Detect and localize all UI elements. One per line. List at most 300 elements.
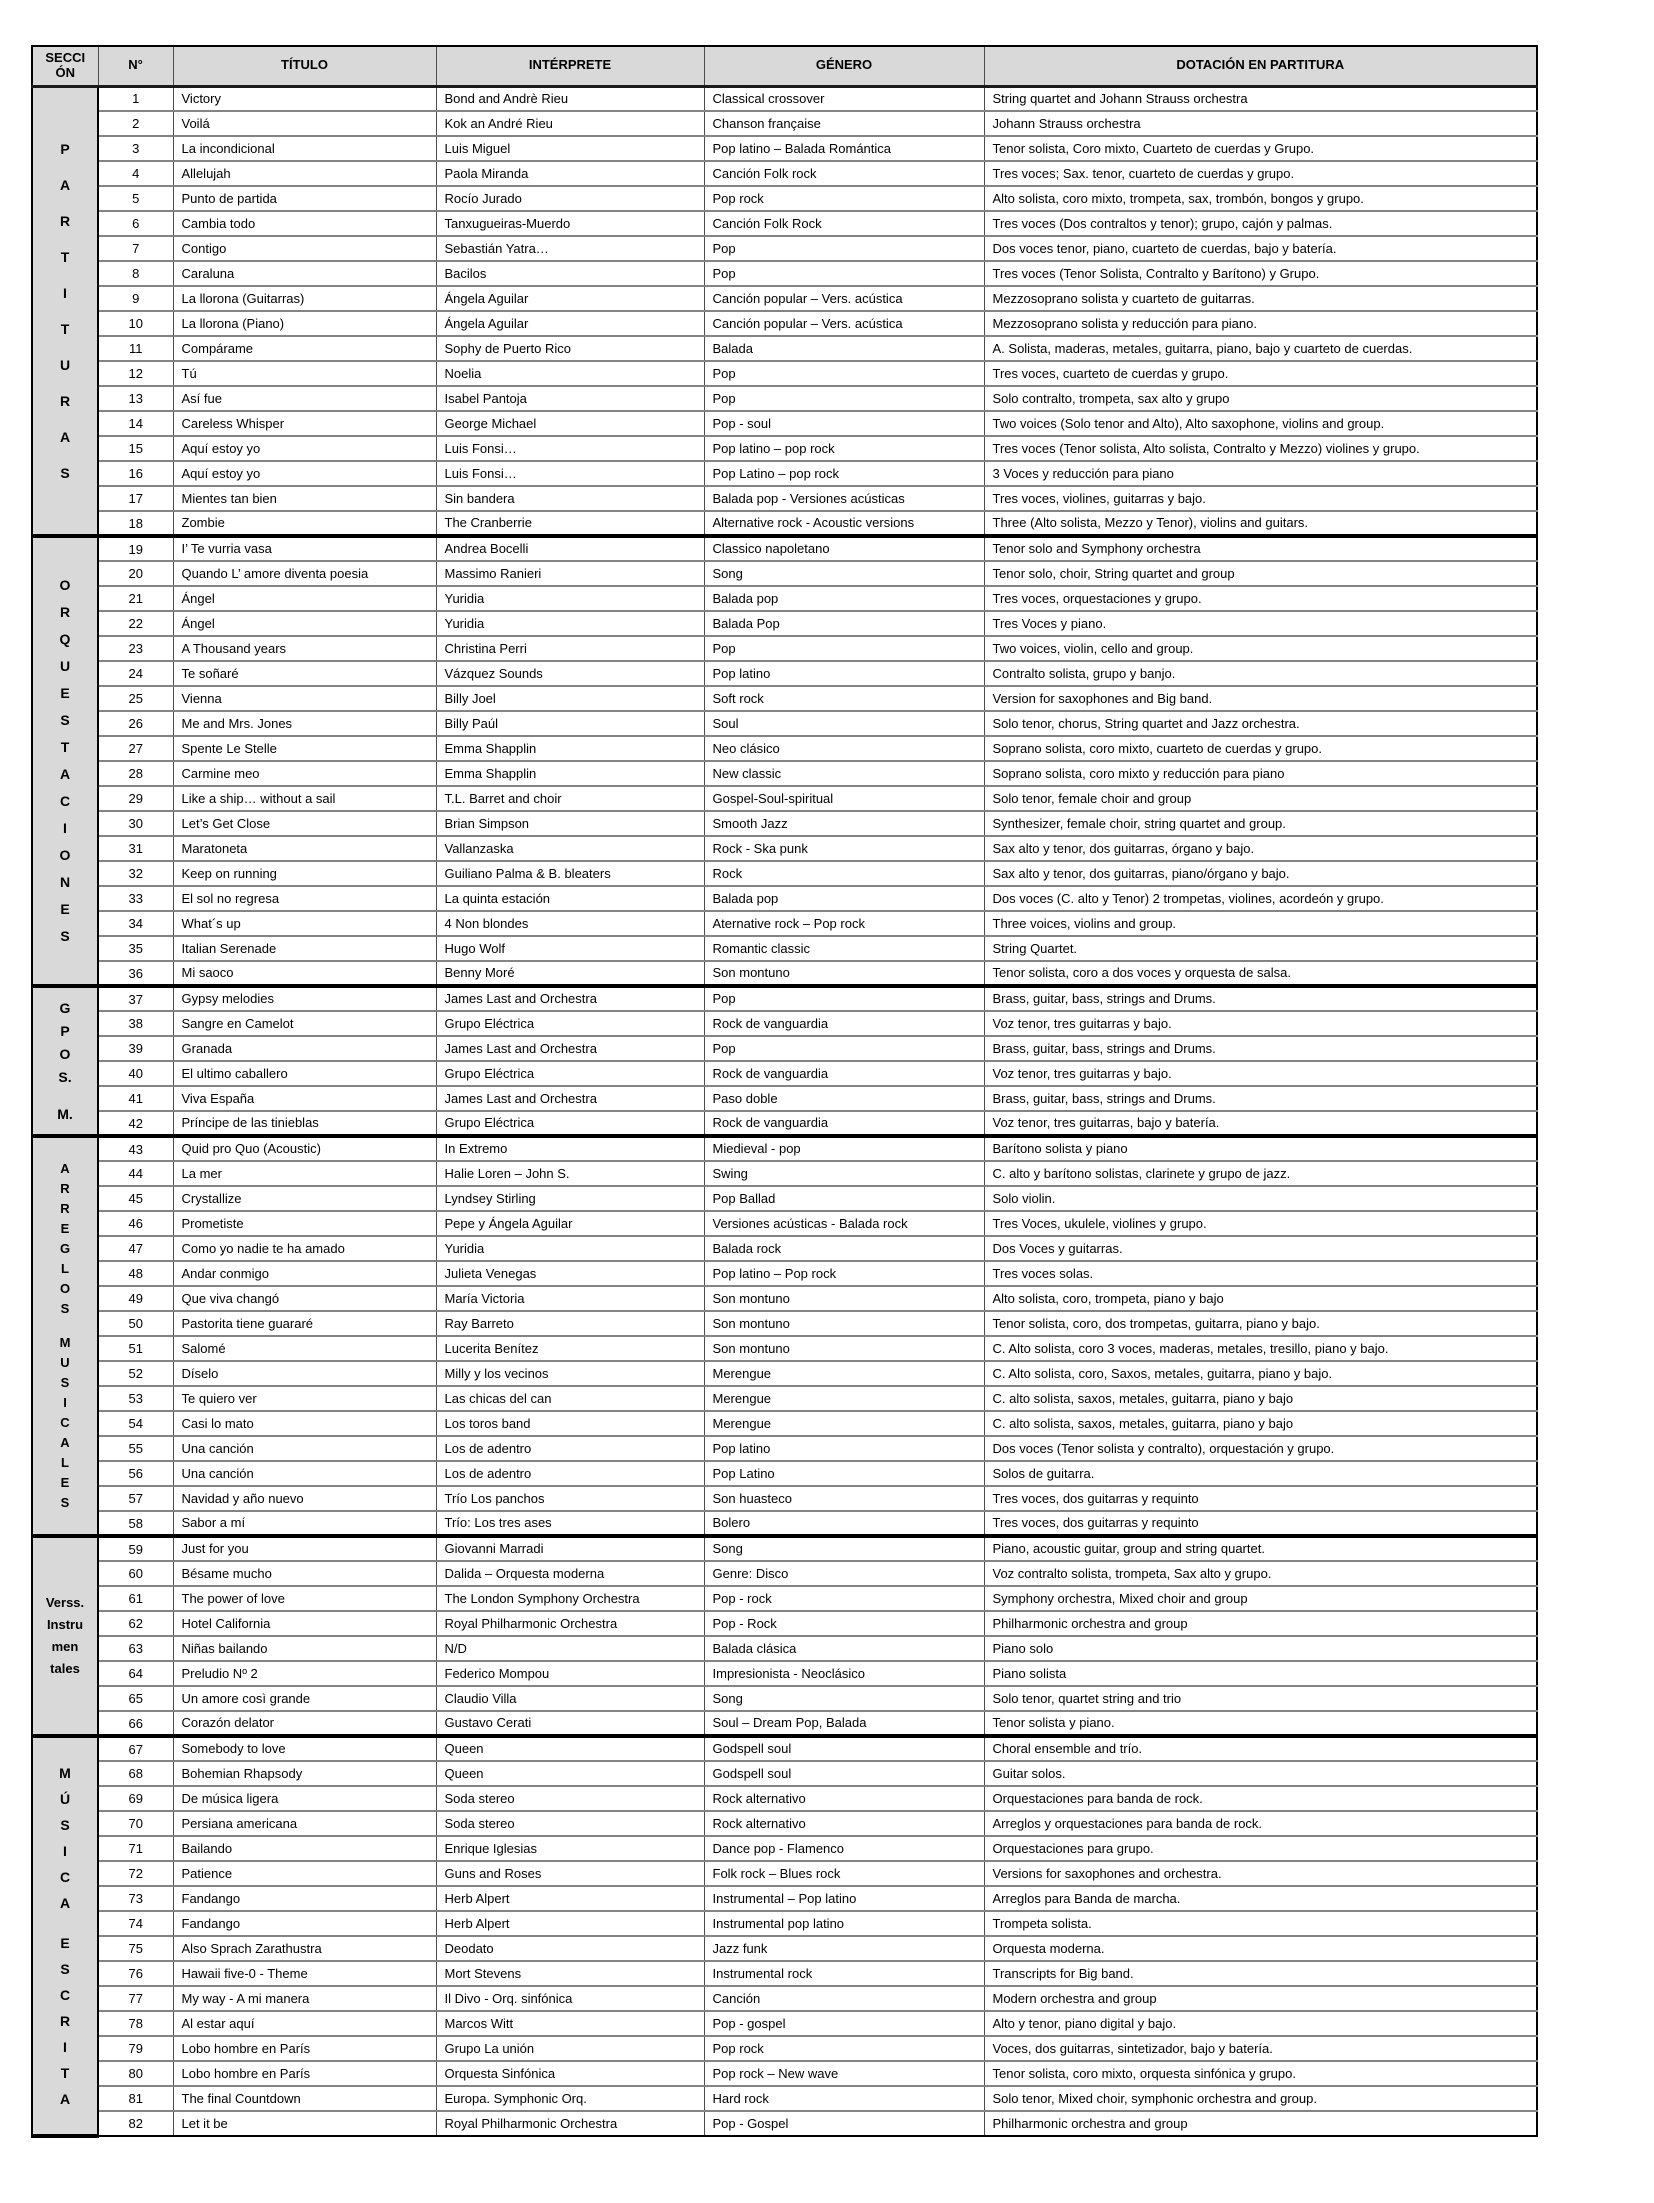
cell-dotacion: Dos voces tenor, piano, cuarteto de cuerdas, bajo y batería. [984, 236, 1537, 261]
row-number: 58 [98, 1511, 173, 1536]
cell-interprete: Queen [436, 1761, 704, 1786]
cell-interprete: Las chicas del can [436, 1386, 704, 1411]
row-number: 9 [98, 286, 173, 311]
cell-titulo: Granada [173, 1036, 436, 1061]
cell-dotacion: Three voices, violins and group. [984, 911, 1537, 936]
cell-titulo: La llorona (Piano) [173, 311, 436, 336]
cell-interprete: George Michael [436, 411, 704, 436]
cell-genero: Instrumental – Pop latino [704, 1886, 984, 1911]
cell-titulo: Salomé [173, 1336, 436, 1361]
cell-interprete: Vallanzaska [436, 836, 704, 861]
table-row [32, 561, 1537, 586]
row-number: 7 [98, 236, 173, 261]
header-dotacion: DOTACIÓN EN PARTITURA [984, 46, 1537, 86]
table-row [32, 1386, 1537, 1411]
row-number: 76 [98, 1961, 173, 1986]
table-row [32, 2036, 1537, 2061]
row-number: 10 [98, 311, 173, 336]
table-row [32, 1711, 1537, 1736]
cell-genero: Genre: Disco [704, 1561, 984, 1586]
cell-titulo: Niñas bailando [173, 1636, 436, 1661]
cell-dotacion: Tenor solo, choir, String quartet and group [984, 561, 1537, 586]
header-seccion-line2: ÓN [55, 64, 75, 80]
cell-genero: Jazz funk [704, 1936, 984, 1961]
row-number: 82 [98, 2111, 173, 2136]
cell-titulo: Zombie [173, 511, 436, 536]
row-number: 22 [98, 611, 173, 636]
cell-dotacion: C. alto solista, saxos, metales, guitarra, piano y bajo [984, 1411, 1537, 1436]
table-row [32, 1286, 1537, 1311]
table-row [32, 1611, 1537, 1636]
cell-dotacion: Sax alto y tenor, dos guitarras, piano/órgano y bajo. [984, 861, 1537, 886]
cell-genero: Instrumental rock [704, 1961, 984, 1986]
cell-titulo: Patience [173, 1861, 436, 1886]
row-number: 32 [98, 861, 173, 886]
cell-interprete: La quinta estación [436, 886, 704, 911]
cell-titulo: Lobo hombre en París [173, 2036, 436, 2061]
cell-interprete: Christina Perri [436, 636, 704, 661]
cell-genero: Merengue [704, 1386, 984, 1411]
cell-genero: Pop latino [704, 661, 984, 686]
table-row [32, 2061, 1537, 2086]
cell-dotacion: Orquestaciones para banda de rock. [984, 1786, 1537, 1811]
cell-interprete: Grupo La unión [436, 2036, 704, 2061]
table-row [32, 786, 1537, 811]
row-number: 56 [98, 1461, 173, 1486]
row-number: 45 [98, 1186, 173, 1211]
cell-genero: Versiones acústicas - Balada rock [704, 1211, 984, 1236]
cell-genero: Merengue [704, 1361, 984, 1386]
table-row [32, 436, 1537, 461]
cell-titulo: La incondicional [173, 136, 436, 161]
cell-dotacion: Tenor solista, coro, dos trompetas, guitarra, piano y bajo. [984, 1311, 1537, 1336]
row-number: 4 [98, 161, 173, 186]
table-row [32, 1486, 1537, 1511]
row-number: 33 [98, 886, 173, 911]
cell-titulo: Al estar aquí [173, 2011, 436, 2036]
cell-interprete: Bond and Andrè Rieu [436, 86, 704, 111]
table-row [32, 2111, 1537, 2136]
cell-dotacion: Philharmonic orchestra and group [984, 1611, 1537, 1636]
row-number: 19 [98, 536, 173, 561]
cell-genero: Rock de vanguardia [704, 1011, 984, 1036]
cell-interprete: Giovanni Marradi [436, 1536, 704, 1561]
cell-interprete: Guns and Roses [436, 1861, 704, 1886]
header-interprete: INTÉRPRETE [436, 46, 704, 86]
cell-dotacion: Barítono solista y piano [984, 1136, 1537, 1161]
cell-interprete: Bacilos [436, 261, 704, 286]
cell-dotacion: Alto y tenor, piano digital y bajo. [984, 2011, 1537, 2036]
row-number: 61 [98, 1586, 173, 1611]
cell-interprete: Claudio Villa [436, 1686, 704, 1711]
row-number: 20 [98, 561, 173, 586]
table-row [32, 611, 1537, 636]
cell-interprete: Queen [436, 1736, 704, 1761]
cell-dotacion: Dos Voces y guitarras. [984, 1236, 1537, 1261]
cell-dotacion: Dos voces (C. alto y Tenor) 2 trompetas, violines, acordeón y grupo. [984, 886, 1537, 911]
table-row [32, 1186, 1537, 1211]
cell-genero: Son montuno [704, 1311, 984, 1336]
cell-interprete: Los de adentro [436, 1461, 704, 1486]
cell-genero: Pop [704, 986, 984, 1011]
table-row [32, 986, 1537, 1011]
row-number: 44 [98, 1161, 173, 1186]
row-number: 55 [98, 1436, 173, 1461]
table-row [32, 486, 1537, 511]
cell-genero: Aternative rock – Pop rock [704, 911, 984, 936]
row-number: 11 [98, 336, 173, 361]
table-row [32, 636, 1537, 661]
table-row [32, 1161, 1537, 1186]
row-number: 70 [98, 1811, 173, 1836]
section-label-orquestaciones: O R Q U E S T A C I O N E S [32, 536, 98, 986]
cell-dotacion: Orquesta moderna. [984, 1936, 1537, 1961]
cell-titulo: Persiana americana [173, 1811, 436, 1836]
table-row [32, 761, 1537, 786]
row-number: 43 [98, 1136, 173, 1161]
cell-interprete: The London Symphony Orchestra [436, 1586, 704, 1611]
table-row [32, 1236, 1537, 1261]
cell-dotacion: Arreglos para Banda de marcha. [984, 1886, 1537, 1911]
table-row [32, 1411, 1537, 1436]
cell-interprete: Sophy de Puerto Rico [436, 336, 704, 361]
cell-dotacion: Voz tenor, tres guitarras y bajo. [984, 1061, 1537, 1086]
cell-dotacion: Soprano solista, coro mixto, cuarteto de cuerdas y grupo. [984, 736, 1537, 761]
cell-titulo: Quid pro Quo (Acoustic) [173, 1136, 436, 1161]
table-body [32, 86, 1537, 2136]
row-number: 16 [98, 461, 173, 486]
row-number: 5 [98, 186, 173, 211]
cell-genero: Rock alternativo [704, 1811, 984, 1836]
table-row [32, 1861, 1537, 1886]
cell-dotacion: Two voices, violin, cello and group. [984, 636, 1537, 661]
cell-interprete: Gustavo Cerati [436, 1711, 704, 1736]
cell-dotacion: Tres voces (Dos contraltos y tenor); grupo, cajón y palmas. [984, 211, 1537, 236]
cell-genero: Balada rock [704, 1236, 984, 1261]
cell-titulo: Sabor a mí [173, 1511, 436, 1536]
table-row [32, 811, 1537, 836]
cell-titulo: Cambia todo [173, 211, 436, 236]
cell-dotacion: Philharmonic orchestra and group [984, 2111, 1537, 2136]
cell-genero: Canción [704, 1986, 984, 2011]
cell-titulo: Tú [173, 361, 436, 386]
cell-titulo: What´s up [173, 911, 436, 936]
cell-dotacion: Tenor solista, coro mixto, orquesta sinfónica y grupo. [984, 2061, 1537, 2086]
cell-genero: Soft rock [704, 686, 984, 711]
cell-titulo: Casi lo mato [173, 1411, 436, 1436]
cell-interprete: Herb Alpert [436, 1911, 704, 1936]
cell-dotacion: Three (Alto solista, Mezzo y Tenor), violins and guitars. [984, 511, 1537, 536]
cell-dotacion: Modern orchestra and group [984, 1986, 1537, 2011]
cell-interprete: Paola Miranda [436, 161, 704, 186]
cell-interprete: 4 Non blondes [436, 911, 704, 936]
row-number: 18 [98, 511, 173, 536]
cell-genero: Romantic classic [704, 936, 984, 961]
cell-titulo: Mi saoco [173, 961, 436, 986]
cell-titulo: Voilá [173, 111, 436, 136]
row-number: 79 [98, 2036, 173, 2061]
cell-genero: New classic [704, 761, 984, 786]
table-row [32, 1811, 1537, 1836]
cell-dotacion: Mezzosoprano solista y reducción para piano. [984, 311, 1537, 336]
table-row [32, 2086, 1537, 2111]
cell-genero: Son montuno [704, 961, 984, 986]
table-row [32, 1336, 1537, 1361]
row-number: 2 [98, 111, 173, 136]
cell-genero: Pop [704, 1036, 984, 1061]
row-number: 66 [98, 1711, 173, 1736]
cell-titulo: Lobo hombre en París [173, 2061, 436, 2086]
table-row [32, 1036, 1537, 1061]
cell-genero: Canción Folk rock [704, 161, 984, 186]
table-row [32, 136, 1537, 161]
cell-interprete: Los de adentro [436, 1436, 704, 1461]
cell-dotacion: Dos voces (Tenor solista y contralto), orquestación y grupo. [984, 1436, 1537, 1461]
cell-interprete: Los toros band [436, 1411, 704, 1436]
cell-genero: Pop Latino [704, 1461, 984, 1486]
table-row [32, 1311, 1537, 1336]
header-titulo: TÍTULO [173, 46, 436, 86]
cell-dotacion: Tres voces, dos guitarras y requinto [984, 1486, 1537, 1511]
table-row [32, 1661, 1537, 1686]
table-row [32, 1686, 1537, 1711]
cell-titulo: Sangre en Camelot [173, 1011, 436, 1036]
cell-titulo: Aquí estoy yo [173, 461, 436, 486]
row-number: 81 [98, 2086, 173, 2111]
table-row [32, 511, 1537, 536]
cell-dotacion: Tenor solo and Symphony orchestra [984, 536, 1537, 561]
cell-interprete: Trío Los panchos [436, 1486, 704, 1511]
row-number: 49 [98, 1286, 173, 1311]
cell-interprete: Halie Loren – John S. [436, 1161, 704, 1186]
cell-titulo: Carmine meo [173, 761, 436, 786]
cell-interprete: Europa. Symphonic Orq. [436, 2086, 704, 2111]
cell-titulo: Hotel California [173, 1611, 436, 1636]
cell-dotacion: Johann Strauss orchestra [984, 111, 1537, 136]
row-number: 34 [98, 911, 173, 936]
section-label-gpos-m: G P O S. M. [32, 986, 98, 1136]
row-number: 27 [98, 736, 173, 761]
cell-dotacion: Trompeta solista. [984, 1911, 1537, 1936]
cell-dotacion: Brass, guitar, bass, strings and Drums. [984, 1086, 1537, 1111]
cell-genero: Pop [704, 361, 984, 386]
table-row [32, 1636, 1537, 1661]
cell-interprete: Grupo Eléctrica [436, 1011, 704, 1036]
cell-interprete: Andrea Bocelli [436, 536, 704, 561]
cell-dotacion: String Quartet. [984, 936, 1537, 961]
row-number: 53 [98, 1386, 173, 1411]
table-row [32, 1261, 1537, 1286]
cell-titulo: Así fue [173, 386, 436, 411]
row-number: 60 [98, 1561, 173, 1586]
cell-titulo: Mientes tan bien [173, 486, 436, 511]
cell-titulo: Una canción [173, 1461, 436, 1486]
row-number: 73 [98, 1886, 173, 1911]
cell-titulo: Bailando [173, 1836, 436, 1861]
cell-genero: Balada pop [704, 886, 984, 911]
row-number: 62 [98, 1611, 173, 1636]
cell-dotacion: Synthesizer, female choir, string quartet and group. [984, 811, 1537, 836]
cell-dotacion: Voz tenor, tres guitarras y bajo. [984, 1011, 1537, 1036]
cell-genero: Pop [704, 236, 984, 261]
cell-titulo: Viva España [173, 1086, 436, 1111]
cell-interprete: James Last and Orchestra [436, 1086, 704, 1111]
cell-genero: Neo clásico [704, 736, 984, 761]
row-number: 74 [98, 1911, 173, 1936]
header-row [32, 46, 1537, 86]
header-seccion-line1: SECCI [45, 49, 86, 65]
row-number: 8 [98, 261, 173, 286]
row-number: 48 [98, 1261, 173, 1286]
row-number: 17 [98, 486, 173, 511]
cell-dotacion: C. alto solista, saxos, metales, guitarra, piano y bajo [984, 1386, 1537, 1411]
cell-titulo: Let it be [173, 2111, 436, 2136]
cell-interprete: Hugo Wolf [436, 936, 704, 961]
cell-dotacion: Solo tenor, quartet string and trio [984, 1686, 1537, 1711]
cell-titulo: Careless Whisper [173, 411, 436, 436]
cell-genero: Pop - soul [704, 411, 984, 436]
cell-titulo: Compárame [173, 336, 436, 361]
table-row [32, 186, 1537, 211]
table-row [32, 286, 1537, 311]
cell-genero: Balada pop - Versiones acústicas [704, 486, 984, 511]
cell-titulo: Corazón delator [173, 1711, 436, 1736]
cell-dotacion: Tres voces (Tenor solista, Alto solista, Contralto y Mezzo) violines y grupo. [984, 436, 1537, 461]
cell-titulo: Victory [173, 86, 436, 111]
cell-titulo: El ultimo caballero [173, 1061, 436, 1086]
table-row [32, 1061, 1537, 1086]
cell-titulo: Prometiste [173, 1211, 436, 1236]
cell-dotacion: C. Alto solista, coro, Saxos, metales, guitarra, piano y bajo. [984, 1361, 1537, 1386]
table-row [32, 261, 1537, 286]
row-number: 63 [98, 1636, 173, 1661]
row-number: 75 [98, 1936, 173, 1961]
cell-titulo: Como yo nadie te ha amado [173, 1236, 436, 1261]
cell-genero: Pop rock [704, 186, 984, 211]
cell-titulo: Me and Mrs. Jones [173, 711, 436, 736]
cell-interprete: Yuridia [436, 1236, 704, 1261]
row-number: 6 [98, 211, 173, 236]
cell-titulo: Bésame mucho [173, 1561, 436, 1586]
table-row [32, 961, 1537, 986]
cell-interprete: Luis Fonsi… [436, 436, 704, 461]
cell-interprete: The Cranberrie [436, 511, 704, 536]
row-number: 64 [98, 1661, 173, 1686]
cell-genero: Impresionista - Neoclásico [704, 1661, 984, 1686]
cell-genero: Balada pop [704, 586, 984, 611]
cell-genero: Rock de vanguardia [704, 1111, 984, 1136]
cell-titulo: Navidad y año nuevo [173, 1486, 436, 1511]
cell-titulo: Maratoneta [173, 836, 436, 861]
cell-titulo: A Thousand years [173, 636, 436, 661]
cell-titulo: Hawaii five-0 - Theme [173, 1961, 436, 1986]
cell-interprete: Royal Philharmonic Orchestra [436, 1611, 704, 1636]
table-row [32, 1536, 1537, 1561]
cell-titulo: Ángel [173, 586, 436, 611]
cell-dotacion: C. Alto solista, coro 3 voces, maderas, metales, tresillo, piano y bajo. [984, 1336, 1537, 1361]
cell-titulo: The final Countdown [173, 2086, 436, 2111]
cell-dotacion: Piano, acoustic guitar, group and string quartet. [984, 1536, 1537, 1561]
cell-dotacion: Orquestaciones para grupo. [984, 1836, 1537, 1861]
cell-interprete: Benny Moré [436, 961, 704, 986]
row-number: 21 [98, 586, 173, 611]
cell-genero: Balada clásica [704, 1636, 984, 1661]
cell-interprete: Dalida – Orquesta moderna [436, 1561, 704, 1586]
row-number: 54 [98, 1411, 173, 1436]
row-number: 38 [98, 1011, 173, 1036]
cell-titulo: My way - A mi manera [173, 1986, 436, 2011]
cell-titulo: Díselo [173, 1361, 436, 1386]
cell-titulo: Bohemian Rhapsody [173, 1761, 436, 1786]
row-number: 41 [98, 1086, 173, 1111]
cell-genero: Canción Folk Rock [704, 211, 984, 236]
table-row [32, 1561, 1537, 1586]
cell-genero: Classico napoletano [704, 536, 984, 561]
table-row [32, 1886, 1537, 1911]
row-number: 28 [98, 761, 173, 786]
cell-dotacion: Choral ensemble and trío. [984, 1736, 1537, 1761]
cell-interprete: Massimo Ranieri [436, 561, 704, 586]
cell-interprete: Royal Philharmonic Orchestra [436, 2111, 704, 2136]
cell-dotacion: Two voices (Solo tenor and Alto), Alto saxophone, violins and group. [984, 411, 1537, 436]
cell-interprete: Guiliano Palma & B. bleaters [436, 861, 704, 886]
cell-genero: Hard rock [704, 2086, 984, 2111]
cell-genero: Pop [704, 386, 984, 411]
cell-titulo: Un amore così grande [173, 1686, 436, 1711]
cell-genero: Alternative rock - Acoustic versions [704, 511, 984, 536]
row-number: 30 [98, 811, 173, 836]
cell-genero: Rock - Ska punk [704, 836, 984, 861]
row-number: 78 [98, 2011, 173, 2036]
table-row [32, 1986, 1537, 2011]
cell-interprete: Noelia [436, 361, 704, 386]
cell-genero: Pop latino – Pop rock [704, 1261, 984, 1286]
cell-interprete: James Last and Orchestra [436, 986, 704, 1011]
table-row [32, 1911, 1537, 1936]
cell-genero: Balada [704, 336, 984, 361]
cell-dotacion: Sax alto y tenor, dos guitarras, órgano y bajo. [984, 836, 1537, 861]
row-number: 50 [98, 1311, 173, 1336]
table-row [32, 661, 1537, 686]
cell-titulo: Vienna [173, 686, 436, 711]
row-number: 80 [98, 2061, 173, 2086]
table-row [32, 1586, 1537, 1611]
cell-dotacion: Piano solista [984, 1661, 1537, 1686]
cell-genero: Rock [704, 861, 984, 886]
cell-interprete: Emma Shapplin [436, 736, 704, 761]
table-row [32, 1361, 1537, 1386]
table-row [32, 411, 1537, 436]
cell-genero: Miedieval - pop [704, 1136, 984, 1161]
table-row [32, 1111, 1537, 1136]
header-seccion [32, 46, 98, 86]
cell-interprete: Ray Barreto [436, 1311, 704, 1336]
row-number: 23 [98, 636, 173, 661]
cell-genero: Godspell soul [704, 1736, 984, 1761]
row-number: 40 [98, 1061, 173, 1086]
cell-interprete: Lyndsey Stirling [436, 1186, 704, 1211]
cell-dotacion: Alto solista, coro, trompeta, piano y bajo [984, 1286, 1537, 1311]
cell-titulo: El sol no regresa [173, 886, 436, 911]
table-row [32, 311, 1537, 336]
cell-genero: Swing [704, 1161, 984, 1186]
cell-interprete: Tanxugueiras-Muerdo [436, 211, 704, 236]
cell-dotacion: Alto solista, coro mixto, trompeta, sax, trombón, bongos y grupo. [984, 186, 1537, 211]
table-row [32, 536, 1537, 561]
table-row [32, 211, 1537, 236]
cell-titulo: Aquí estoy yo [173, 436, 436, 461]
table-row [32, 1211, 1537, 1236]
